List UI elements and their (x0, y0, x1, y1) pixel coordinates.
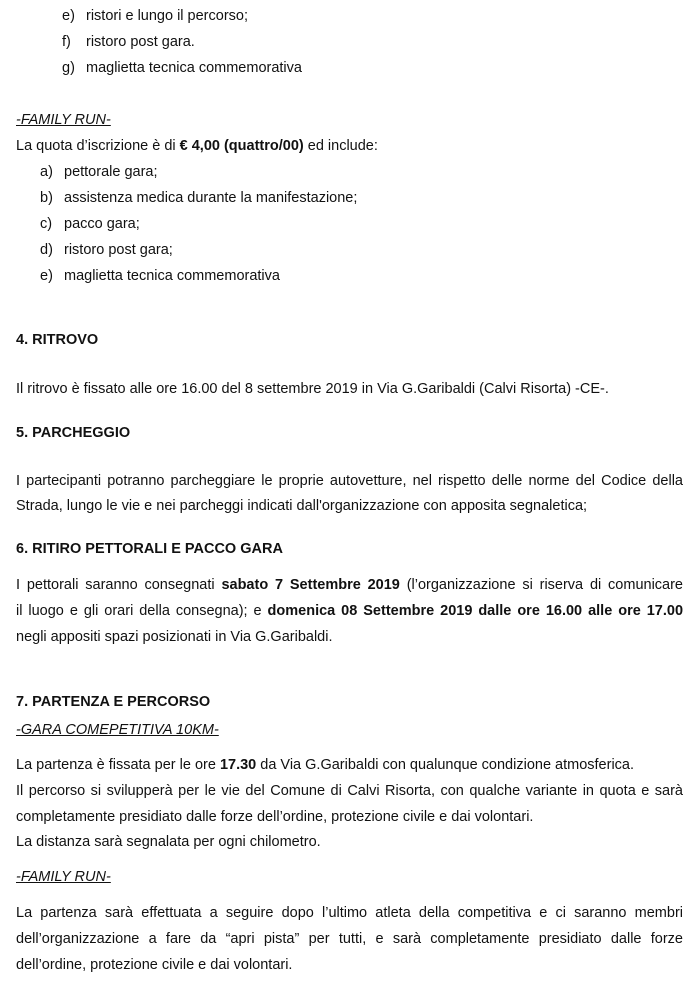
list-item (40, 241, 173, 259)
list-text: maglietta tecnica commemorativa (64, 268, 280, 284)
list-marker: d) (40, 242, 53, 258)
section-heading-parcheggio: 5. PARCHEGGIO (16, 425, 131, 441)
section-heading-partenza: 7. PARTENZA E PERCORSO (16, 694, 211, 710)
list-item (62, 7, 248, 25)
list-item (40, 189, 357, 207)
fee-amount: € 4,00 (quattro/00) (179, 138, 304, 154)
list-marker: c) (40, 216, 53, 232)
partenza-line-1 (16, 756, 634, 774)
percorso-line-2: completamente presidiato dalle forze dell’ordine, protezione civile e dai volontari. (16, 809, 534, 825)
ritiro-line-3: negli appositi spazi posizionati in Via G.Garibaldi. (16, 629, 333, 645)
percorso-line-1: Il percorso si svilupperà per le vie del Comune di Calvi Risorta, con qualche variante in quota e sarà (16, 783, 683, 799)
fee-text-before: La quota d’iscrizione è di (16, 138, 180, 154)
family-run-title: -FAMILY RUN- (16, 112, 111, 128)
section-heading-ritrovo: 4. RITROVO (16, 332, 99, 348)
parcheggio-line-1: I partecipanti potranno parcheggiare le proprie autovetture, nel rispetto delle norme del Codice della (16, 473, 683, 489)
ritiro-text: il luogo e gli orari della consegna); e (16, 603, 268, 619)
ritrovo-text: Il ritrovo è fissato alle ore 16.00 del 8 settembre 2019 in Via G.Garibaldi (Calvi Risorta) -CE-. (16, 381, 609, 397)
list-text: ristoro post gara; (64, 242, 173, 258)
ritiro-line-2 (16, 602, 683, 620)
list-item (40, 215, 140, 233)
list-text: pettorale gara; (64, 164, 158, 180)
list-text: assistenza medica durante la manifestazione; (64, 190, 358, 206)
ritiro-line-1 (16, 576, 683, 594)
start-time: 17.30 (219, 757, 257, 773)
list-text: maglietta tecnica commemorativa (86, 60, 302, 76)
partenza-text: da Via G.Garibaldi con qualunque condizione atmosferica. (256, 757, 635, 773)
list-item (40, 163, 158, 181)
distanza-line: La distanza sarà segnalata per ogni chilometro. (16, 834, 321, 850)
family-run-line-1: La partenza sarà effettuata a seguire dopo l’ultimo atleta della competitiva e ci saranno membri (16, 905, 683, 921)
list-marker: e) (62, 8, 75, 24)
list-item (62, 33, 195, 51)
ritiro-date-saturday: sabato 7 Settembre 2019 (221, 577, 400, 593)
family-run-line-3: dell’ordine, protezione civile e dai volontari. (16, 957, 293, 973)
section-heading-ritiro: 6. RITIRO PETTORALI E PACCO GARA (16, 541, 283, 557)
list-text: ristoro post gara. (86, 34, 195, 50)
parcheggio-line-2: Strada, lungo le vie e nei parcheggi indicati dall'organizzazione con apposita segnaletica; (16, 498, 588, 514)
fee-text-after: ed include: (303, 138, 378, 154)
list-marker: g) (62, 60, 75, 76)
family-run-line-2: dell’organizzazione a fare da “apri pista” per tutti, e sarà completamente presidiato dalle forze (16, 931, 683, 947)
family-run-subtitle: -FAMILY RUN- (16, 869, 111, 885)
list-marker: a) (40, 164, 53, 180)
family-run-fee-intro (16, 137, 378, 155)
ritiro-text: (l’organizzazione si riserva di comunicare (399, 577, 683, 593)
list-text: ristori e lungo il percorso; (86, 8, 248, 24)
list-marker: b) (40, 190, 53, 206)
list-item (62, 59, 302, 77)
list-item (40, 267, 280, 285)
ritiro-text: I pettorali saranno consegnati (16, 577, 222, 593)
list-text: pacco gara; (64, 216, 140, 232)
competitive-subtitle: -GARA COMEPETITIVA 10KM- (16, 722, 219, 738)
list-marker: e) (40, 268, 53, 284)
list-marker: f) (62, 34, 71, 50)
partenza-text: La partenza è fissata per le ore (16, 757, 220, 773)
ritiro-date-sunday: domenica 08 Settembre 2019 dalle ore 16.00 alle ore 17.00 (267, 603, 684, 619)
